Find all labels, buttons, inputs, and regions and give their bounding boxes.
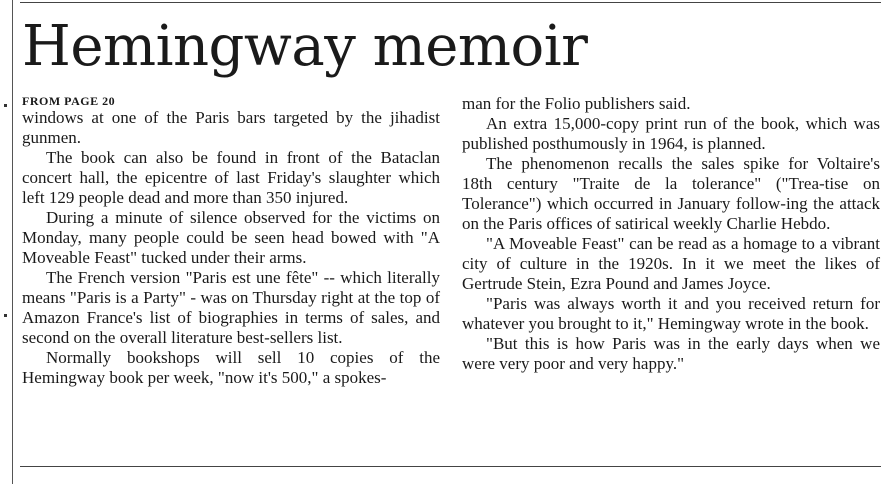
paragraph: windows at one of the Paris bars targeted by the jihadist gunmen. (22, 108, 440, 147)
paragraph: During a minute of silence observed for the victims on Monday, many people could be seen head bowed with "A Moveable Feast" tucked under their arms. (22, 208, 440, 267)
paragraph: The book can also be found in front of the Bataclan concert hall, the epicentre of last Friday's slaughter which left 129 people dead and more than 350 injured. (22, 148, 440, 207)
paragraph: "Paris was always worth it and you received return for whatever you brought to it," Hemingway wrote in the book. (462, 294, 880, 333)
top-rule (20, 2, 881, 3)
paragraph: The phenomenon recalls the sales spike for Voltaire's 18th century "Traite de la tolerance" ("Trea-tise on Tolerance") which occurred in January follow-ing the attack on the Paris offices of satirical weekly Charlie Hebdo. (462, 154, 880, 233)
bottom-rule (20, 466, 881, 467)
left-column-rule (12, 0, 13, 484)
article-column-left (22, 94, 440, 388)
paragraph: man for the Folio publishers said. (462, 94, 691, 113)
paragraph: An extra 15,000-copy print run of the book, which was published posthumously in 1964, is planned. (462, 114, 880, 153)
margin-tick (4, 314, 7, 317)
paragraph: The French version "Paris est une fête" -- which literally means "Paris is a Party" - was on Thursday right at the top of Amazon France's list of biographies in terms of sales, and second on the overall literature best-sellers list. (22, 268, 440, 347)
paragraph: "A Moveable Feast" can be read as a homage to a vibrant city of culture in the 1920s. In it we meet the likes of Gertrude Stein, Ezra Pound and James Joyce. (462, 234, 880, 293)
headline: Hemingway memoir (22, 14, 588, 79)
paragraph: Normally bookshops will sell 10 copies of the Hemingway book per week, "now it's 500," a spokes- (22, 348, 440, 387)
article-column-right (462, 94, 880, 374)
jump-line: FROM PAGE 20 (22, 94, 116, 108)
margin-tick (4, 104, 7, 107)
paragraph: "But this is how Paris was in the early days when we were very poor and very happy." (462, 334, 880, 373)
